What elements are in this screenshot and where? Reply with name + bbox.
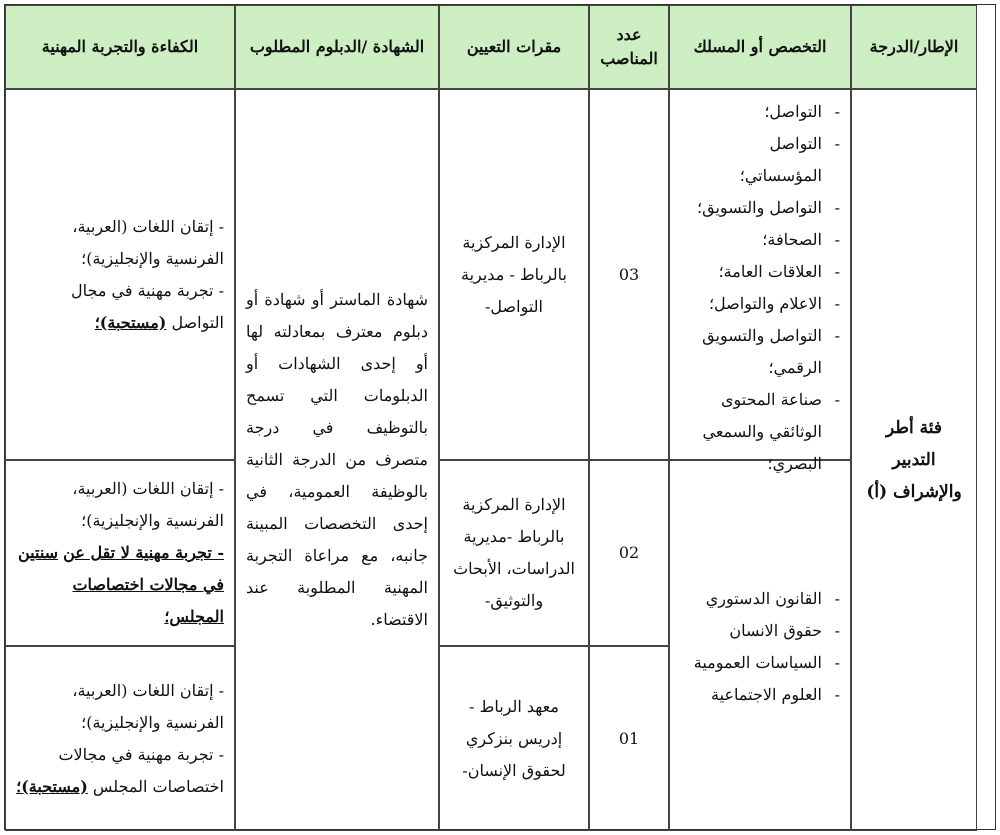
specialty-item: - العلاقات العامة؛ bbox=[688, 256, 840, 288]
competence-requirement: (مستحبة)؛ bbox=[94, 312, 167, 332]
specialty-item: - التواصل والتسويق الرقمي؛ bbox=[688, 320, 840, 384]
specialty-item: - صناعة المحتوى الوثائقي والسمعي البصري؛ bbox=[688, 384, 840, 480]
competence-experience: - تجربة مهنية في مجالات اختصاصات المجلس bbox=[58, 744, 224, 796]
specialty-group-2 bbox=[669, 460, 851, 831]
location-cell: معهد الرباط - إدريس بنزكري لحقوق الإنسان- bbox=[439, 646, 589, 831]
competence-requirement: (مستحبة)؛ bbox=[16, 776, 88, 796]
specialty-item: - الصحافة؛ bbox=[688, 224, 840, 256]
competence-experience: - تجربة مهنية لا تقل عن bbox=[63, 543, 224, 562]
location-cell: الإدارة المركزية بالرباط -مديرية الدراسات، الأبحاث والتوثيق- bbox=[439, 460, 589, 646]
header-location: مقرات التعيين bbox=[439, 5, 589, 89]
specialty-item: - التواصل والتسويق؛ bbox=[688, 192, 840, 224]
competence-languages: - إتقان اللغات (العربية، الفرنسية والإنجليزية)؛ bbox=[72, 479, 224, 530]
specialty-item: - التواصل؛ bbox=[688, 96, 840, 128]
header-count: عدد المناصب bbox=[589, 5, 669, 89]
count-cell: 01 bbox=[589, 646, 669, 831]
specialty-item: - الاعلام والتواصل؛ bbox=[688, 288, 840, 320]
degree-text: شهادة الماستر أو شهادة أو دبلوم معترف بمعادلته لها أو إحدى الشهادات أو الدبلومات التي تسمح بالتوظيف في درجة متصرف من الدرجة الثانية بالوظيفة العمومية، في إحدى التخصصات المبينة جانبه، مع مراعاة التجربة المهنية المطلوبة عند الاقتضاء. bbox=[246, 290, 428, 629]
competence-cell bbox=[5, 89, 235, 460]
competence-experience: - تجربة مهنية في مجال التواصل bbox=[71, 280, 224, 332]
location-cell: الإدارة المركزية بالرباط - مديرية التواصل- bbox=[439, 89, 589, 460]
header-specialty: التخصص أو المسلك bbox=[669, 5, 851, 89]
specialty-item: - السياسات العمومية bbox=[694, 647, 840, 679]
degree-cell bbox=[235, 89, 439, 831]
header-degree: الشهادة /الدبلوم المطلوب bbox=[235, 5, 439, 89]
header-competence: الكفاءة والتجربة المهنية bbox=[5, 5, 235, 89]
competence-languages: - إتقان اللغات (العربية، الفرنسية والإنجليزية)؛ bbox=[72, 216, 224, 268]
competence-cell bbox=[5, 646, 235, 831]
count-cell: 03 bbox=[589, 89, 669, 460]
count-cell: 02 bbox=[589, 460, 669, 646]
grade-cell: فئة أطر التدبير والإشراف (أ) bbox=[851, 89, 977, 831]
specialty-item: - حقوق الانسان bbox=[694, 615, 840, 647]
specialty-item: - التواصل المؤسساتي؛ bbox=[688, 128, 840, 192]
specialty-group-1 bbox=[669, 89, 851, 473]
competence-requirement: سنتين في مجالات اختصاصات المجلس؛ bbox=[18, 543, 224, 626]
competence-cell bbox=[5, 460, 235, 646]
positions-table bbox=[4, 4, 996, 830]
competence-languages: - إتقان اللغات (العربية، الفرنسية والإنجليزية)؛ bbox=[72, 680, 224, 732]
specialty-item: - القانون الدستوري bbox=[694, 583, 840, 615]
header-grade: الإطار/الدرجة bbox=[851, 5, 977, 89]
specialty-item: - العلوم الاجتماعية bbox=[694, 679, 840, 711]
